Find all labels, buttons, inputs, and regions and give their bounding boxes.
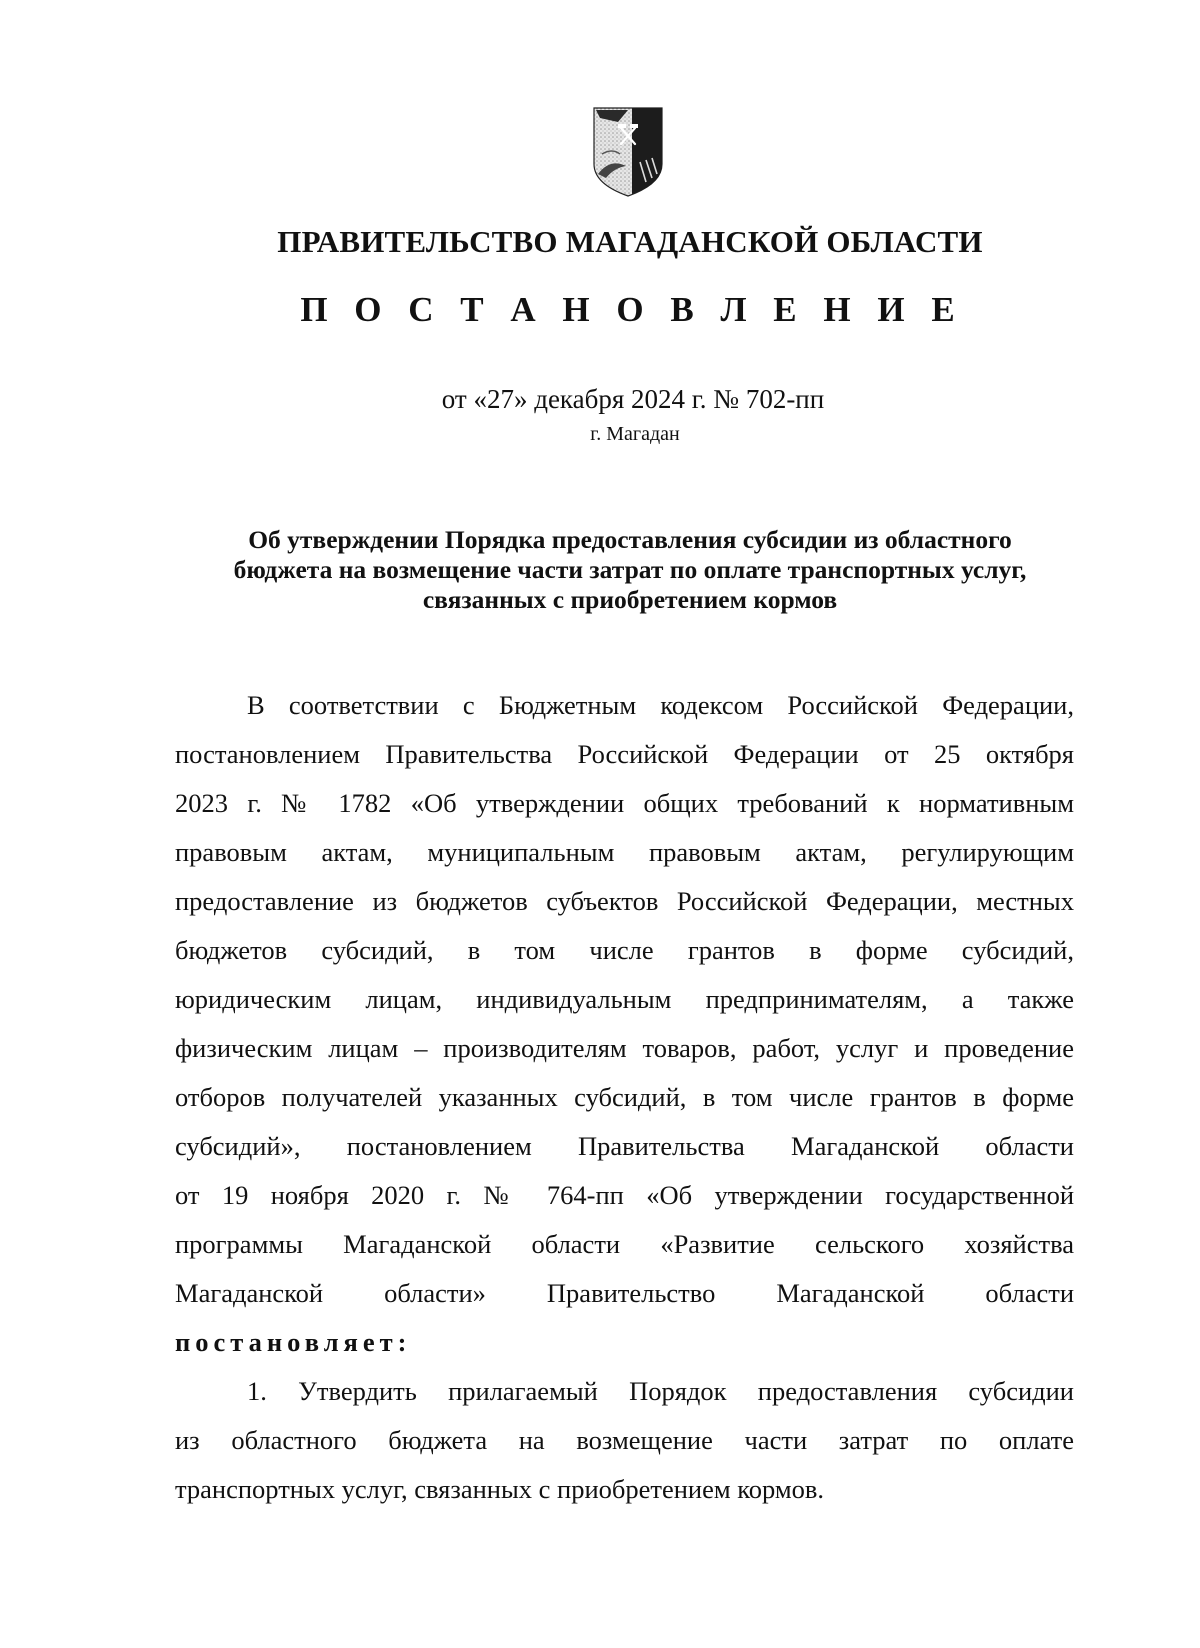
document-body — [175, 690, 1074, 1523]
subject-line: связанных с приобретением кормов — [422, 585, 838, 614]
document-subject — [150, 525, 1110, 615]
preamble-line: программы Магаданской области «Развитие сельского хозяйства — [175, 1229, 1074, 1259]
government-name: ПРАВИТЕЛЬСТВО МАГАДАНСКОЙ ОБЛАСТИ — [277, 224, 983, 259]
preamble-line: юридическим лицам, индивидуальным предпринимателям, а также — [175, 984, 1074, 1014]
document-date-number: от «27» декабря 2024 г. № 702-пп — [441, 384, 825, 414]
preamble-line: субсидий», постановлением Правительства Магаданской области — [175, 1131, 1074, 1161]
coat-of-arms-emblem-icon — [588, 104, 668, 200]
subject-line: бюджета на возмещение части затрат по оплате транспортных услуг, — [233, 555, 1027, 584]
preamble-line: постановлением Правительства Российской Федерации от 25 октября — [175, 739, 1074, 769]
preamble-line: предоставление из бюджетов субъектов Российской Федерации, местных — [175, 886, 1074, 916]
clause-1-line: из областного бюджета на возмещение части затрат по оплате — [175, 1425, 1074, 1455]
preamble-line: В соответствии с Бюджетным кодексом Российской Федерации, — [247, 690, 1074, 720]
preamble-line: от 19 ноября 2020 г. № 764-пп «Об утверждении государственной — [175, 1180, 1074, 1210]
preamble-line: правовым актам, муниципальным правовым актам, регулирующим — [175, 837, 1074, 867]
preamble-line: отборов получателей указанных субсидий, в том числе грантов в форме — [175, 1082, 1074, 1112]
resolves-word: постановляет: — [175, 1327, 412, 1357]
preamble-line: бюджетов субсидий, в том числе грантов в форме субсидий, — [175, 935, 1074, 965]
subject-line: Об утверждении Порядка предоставления субсидии из областного — [248, 525, 1012, 554]
preamble-line: Магаданской области» Правительство Магаданской области — [175, 1278, 1074, 1308]
preamble-line: физическим лицам – производителям товаров, работ, услуг и проведение — [175, 1033, 1074, 1063]
document-type-title: П О С Т А Н О В Л Е Н И Е — [300, 290, 964, 329]
document-city: г. Магадан — [590, 423, 680, 445]
clause-1-line: 1. Утвердить прилагаемый Порядок предоставления субсидии — [247, 1376, 1074, 1406]
clause-1-line: транспортных услуг, связанных с приобретением кормов. — [175, 1474, 825, 1504]
preamble-line: 2023 г. № 1782 «Об утверждении общих требований к нормативным — [175, 788, 1074, 818]
